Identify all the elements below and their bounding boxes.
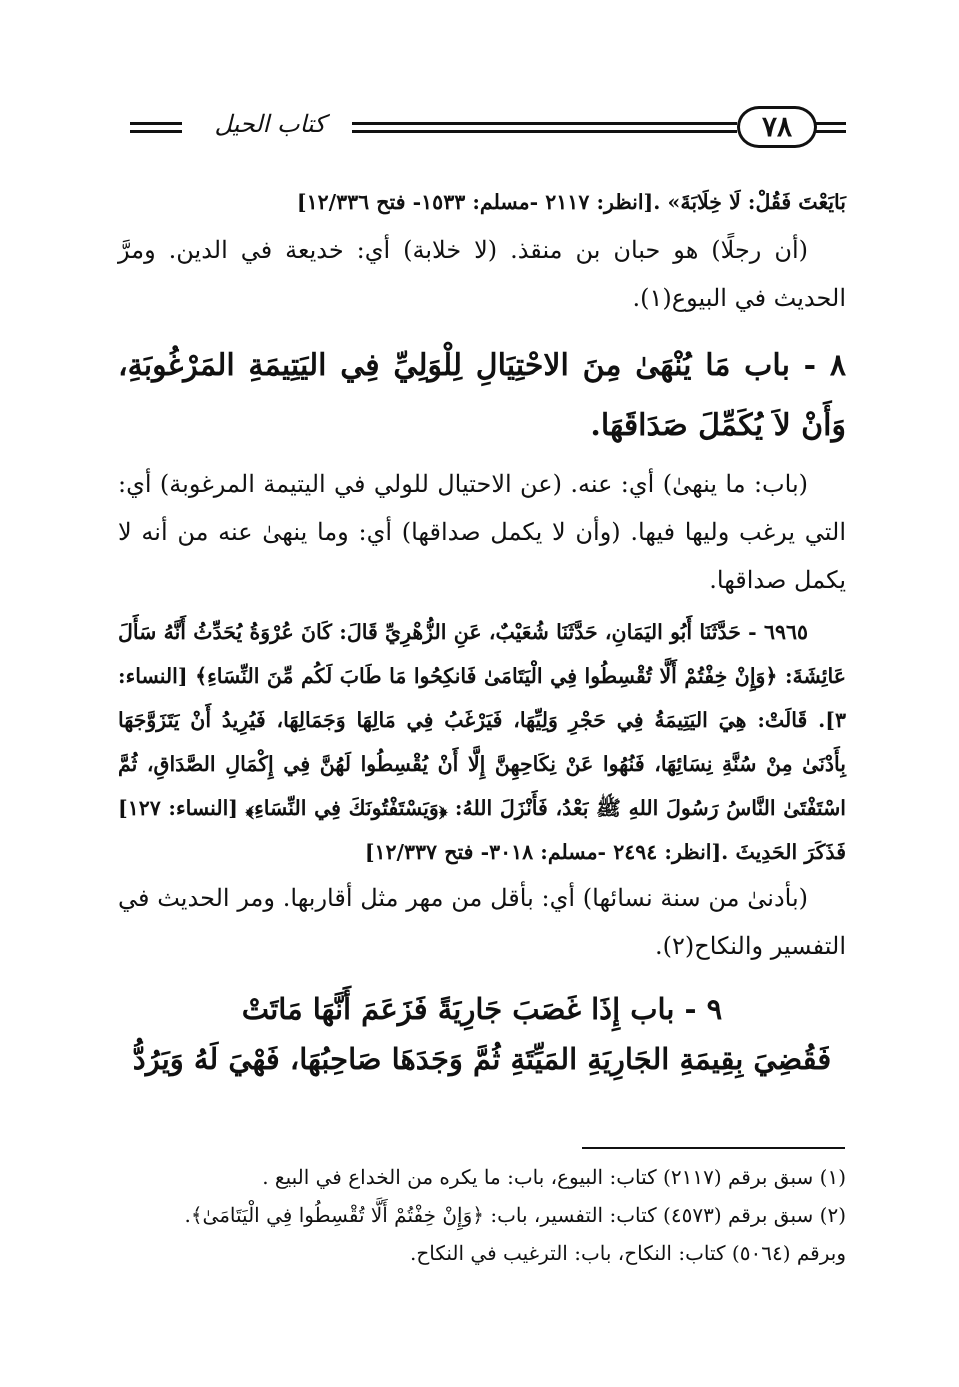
chapter-heading-9-line1: ٩ - باب إِذَا غَصَبَ جَارِيَةً فَزَعَمَ أَنَّهَا مَاتَتْ <box>241 992 723 1026</box>
header-rule-right <box>814 122 846 133</box>
running-title: كتاب الحيل <box>214 110 326 138</box>
main-text <box>118 180 846 1084</box>
page-number: ٧٨ <box>737 106 817 148</box>
footnote-1: (١) سبق برقم (٢١١٧) كتاب: البيوع، باب: ما يكره من الخداع في البيع . <box>262 1165 846 1189</box>
hadith-6965: ٦٩٦٥ - حَدَّثَنَا أَبُو اليَمَانِ، حَدَّثَنَا شُعَيْبٌ، عَنِ الزُّهْرِيِّ قَالَ: كَانَ عُرْوَةُ يُحَدِّثُ أَنَّهُ سَأَلَ عَائِشَةَ: ﴿وَإِنْ خِفْتُمْ أَلَّا تُقْسِطُوا فِي الْيَتَامَىٰ فَانكِحُوا مَا طَابَ لَكُم مِّنَ النِّسَاءِ﴾ [النساء: ٣]. قَالَتْ: هِيَ اليَتِيمَةُ فِي حَجْرِ وَلِيِّهَا، فَيَرْغَبُ فِي مَالِهَا وَجَمَالِهَا، فَيُرِيدُ أَنْ يَتَزَوَّجَهَا بِأَدْنَىٰ مِنْ سُنَّةِ نِسَائِهَا، فَنُهُوا عَنْ نِكَاحِهِنَّ إِلَّا أَنْ يُقْسِطُوا لَهُنَّ فِي إِكْمَالِ الصَّدَاقِ، ثُمَّ اسْتَفْتَىٰ النَّاسُ رَسُولَ اللهِ ﷺ بَعْدُ، فَأَنْزَلَ اللهُ: ﴿وَيَسْتَفْتُونَكَ فِي النِّسَاءِ﴾ [النساء: ١٢٧] فَذَكَرَ الحَدِيثَ .[انظر: ٢٤٩٤ -مسلم: ٣٠١٨- فتح ١٢/٣٣٧] <box>118 620 846 864</box>
footnotes <box>118 1158 846 1272</box>
hadith-continuation: بَايَعْتَ فَقُلْ: لَا خِلَابَةَ» .[انظر: ٢١١٧ -مسلم: ١٥٣٣- فتح ١٢/٣٣٦] <box>296 190 846 214</box>
footnote-separator <box>582 1147 845 1149</box>
header-rule-left <box>130 122 182 133</box>
footnote-2: (٢) سبق برقم (٤٥٧٣) كتاب: التفسير، باب: ﴿وَإِنْ خِفْتُمْ أَلَّا تُقْسِطُوا فِي الْيَتَامَىٰ﴾. <box>184 1203 846 1227</box>
commentary-paragraph: (بأدنىٰ من سنة نسائها) أي: بأقل من مهر مثل أقاربها. ومر الحديث في التفسير والنكاح(٢). <box>118 884 846 960</box>
chapter-heading-8: ٨ - باب مَا يُنْهَىٰ مِنَ الاحْتِيَالِ لِلْوَلِيِّ فِي اليَتِيمَةِ المَرْغُوبَةِ، وَأَنْ لاَ يُكَمِّلَ صَدَاقَهَا. <box>118 348 846 443</box>
page-header <box>120 100 845 156</box>
footnote-2-continuation: وبرقم (٥٠٦٤) كتاب: النكاح، باب: الترغيب في النكاح. <box>409 1241 846 1265</box>
chapter-heading-9-line2: فَقُضِيَ بِقِيمَةِ الجَارِيَةِ المَيِّتَةِ ثُمَّ وَجَدَهَا صَاحِبُهَا، فَهْيَ لَهُ وَيَرُدُّ <box>132 1042 832 1076</box>
commentary-paragraph: (باب: ما ينهىٰ) أي: عنه. (عن الاحتيال للولي في اليتيمة المرغوبة) أي: التي يرغب وليها فيها. (وأن لا يكمل صداقها) أي: وما ينهىٰ عنه من أنه لا يكمل صداقها. <box>118 470 846 594</box>
commentary-paragraph: (أن رجلًا) هو حبان بن منقذ. (لا خلابة) أي: خديعة في الدين. ومرَّ الحديث في البيوع(١). <box>118 236 846 312</box>
header-rule-middle <box>352 122 737 133</box>
